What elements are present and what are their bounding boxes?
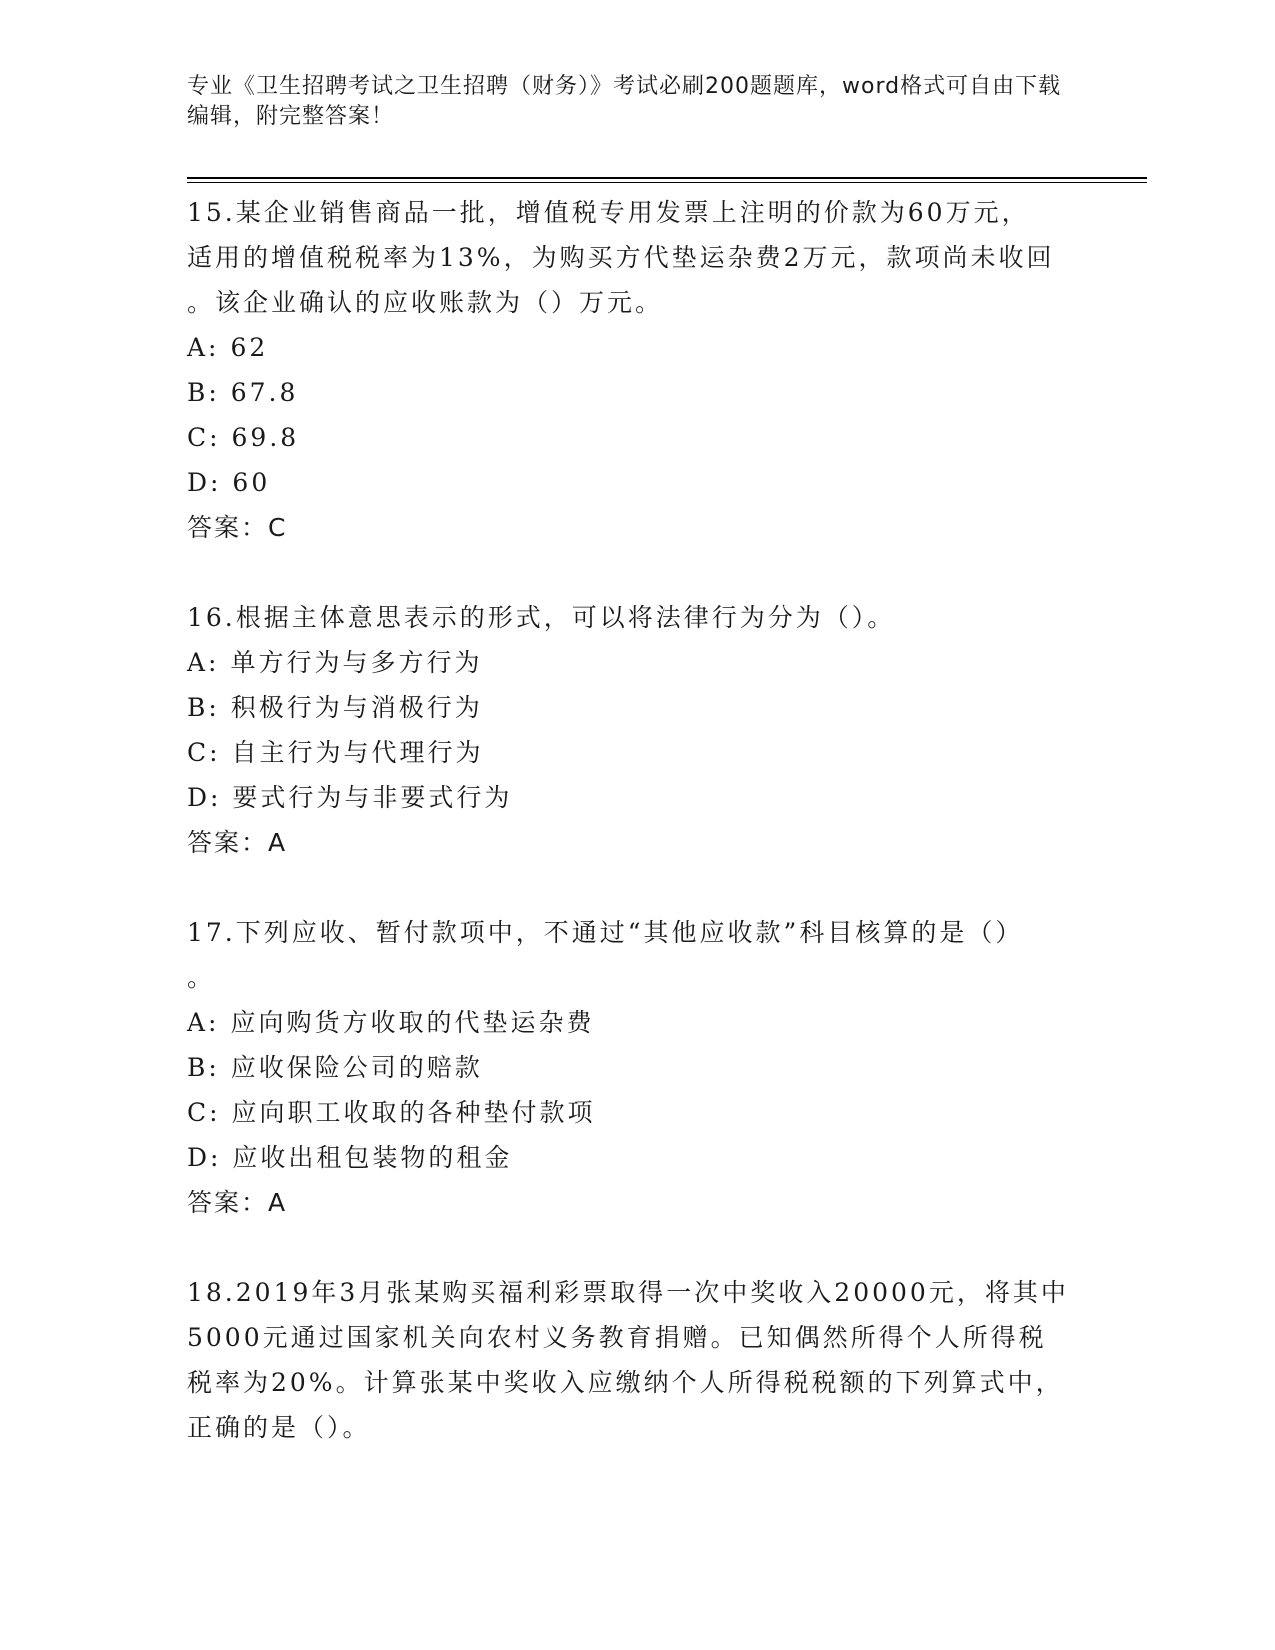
answer-line <box>187 820 1077 865</box>
option-key: B: <box>187 378 220 407</box>
question-line: 16.根据主体意思表示的形式，可以将法律行为分为（）。 <box>187 603 896 632</box>
option-d <box>187 775 1077 820</box>
option-key: C: <box>187 423 221 452</box>
option-key: A: <box>187 333 220 362</box>
document-body <box>187 190 1077 1450</box>
option-b <box>187 685 1077 730</box>
option-text: 应向购货方收取的代垫运杂费 <box>230 1008 595 1037</box>
question-line: 18.2019年3月张某购买福利彩票取得一次中奖收入20000元，将其中 <box>187 1278 1069 1307</box>
answer-label: 答案： <box>187 1188 269 1217</box>
question-17 <box>187 910 1077 1225</box>
option-text: 应收出租包装物的租金 <box>232 1143 513 1172</box>
answer-value: A <box>268 1188 288 1217</box>
answer-value: A <box>268 828 288 857</box>
answer-label: 答案： <box>187 828 269 857</box>
header-rule-thick <box>187 177 1147 179</box>
option-d <box>187 460 1077 505</box>
option-text: 要式行为与非要式行为 <box>232 783 513 812</box>
option-text: 67.8 <box>230 378 299 407</box>
option-b <box>187 1045 1077 1090</box>
header-text: 专业《卫生招聘考试之卫生招聘（财务）》考试必刷200题题库，word格式可自由下载编辑，附完整答案！ <box>187 74 1062 129</box>
question-line: 5000元通过国家机关向农村义务教育捐赠。已知偶然所得个人所得税 <box>187 1323 1047 1352</box>
option-key: C: <box>187 1098 221 1127</box>
option-d <box>187 1135 1077 1180</box>
question-line: 。 <box>187 963 216 992</box>
option-text: 69.8 <box>231 423 300 452</box>
question-line: 适用的增值税税率为13%，为购买方代垫运杂费2万元，款项尚未收回 <box>187 243 1055 272</box>
option-text: 应向职工收取的各种垫付款项 <box>231 1098 596 1127</box>
question-line: 税率为20%。计算张某中奖收入应缴纳个人所得税税额的下列算式中， <box>187 1368 1064 1397</box>
question-line: 正确的是（）。 <box>187 1413 371 1442</box>
option-key: D: <box>187 783 222 812</box>
option-key: A: <box>187 1008 220 1037</box>
option-a <box>187 640 1077 685</box>
option-key: A: <box>187 648 220 677</box>
answer-line <box>187 1180 1077 1225</box>
option-key: D: <box>187 1143 222 1172</box>
question-line: 。该企业确认的应收账款为（）万元。 <box>187 288 664 317</box>
option-a <box>187 325 1077 370</box>
option-text: 积极行为与消极行为 <box>230 693 483 722</box>
option-text: 自主行为与代理行为 <box>231 738 484 767</box>
question-18 <box>187 1270 1077 1450</box>
option-key: D: <box>187 468 222 497</box>
option-key: B: <box>187 1053 220 1082</box>
option-key: C: <box>187 738 221 767</box>
option-c <box>187 1090 1077 1135</box>
header-rule-thin <box>187 182 1147 183</box>
question-15 <box>187 190 1077 550</box>
answer-label: 答案： <box>187 513 269 542</box>
question-line: 17.下列应收、暂付款项中，不通过“其他应收款”科目核算的是（） <box>187 918 1024 947</box>
option-text: 单方行为与多方行为 <box>230 648 483 677</box>
answer-value: C <box>268 513 288 542</box>
option-a <box>187 1000 1077 1045</box>
option-c <box>187 415 1077 460</box>
option-key: B: <box>187 693 220 722</box>
question-16 <box>187 595 1077 865</box>
document-header <box>187 72 1067 132</box>
option-text: 62 <box>230 333 269 362</box>
answer-line <box>187 505 1077 550</box>
option-b <box>187 370 1077 415</box>
option-text: 60 <box>232 468 271 497</box>
option-c <box>187 730 1077 775</box>
question-line: 15.某企业销售商品一批，增值税专用发票上注明的价款为60万元， <box>187 198 1030 227</box>
option-text: 应收保险公司的赔款 <box>230 1053 483 1082</box>
